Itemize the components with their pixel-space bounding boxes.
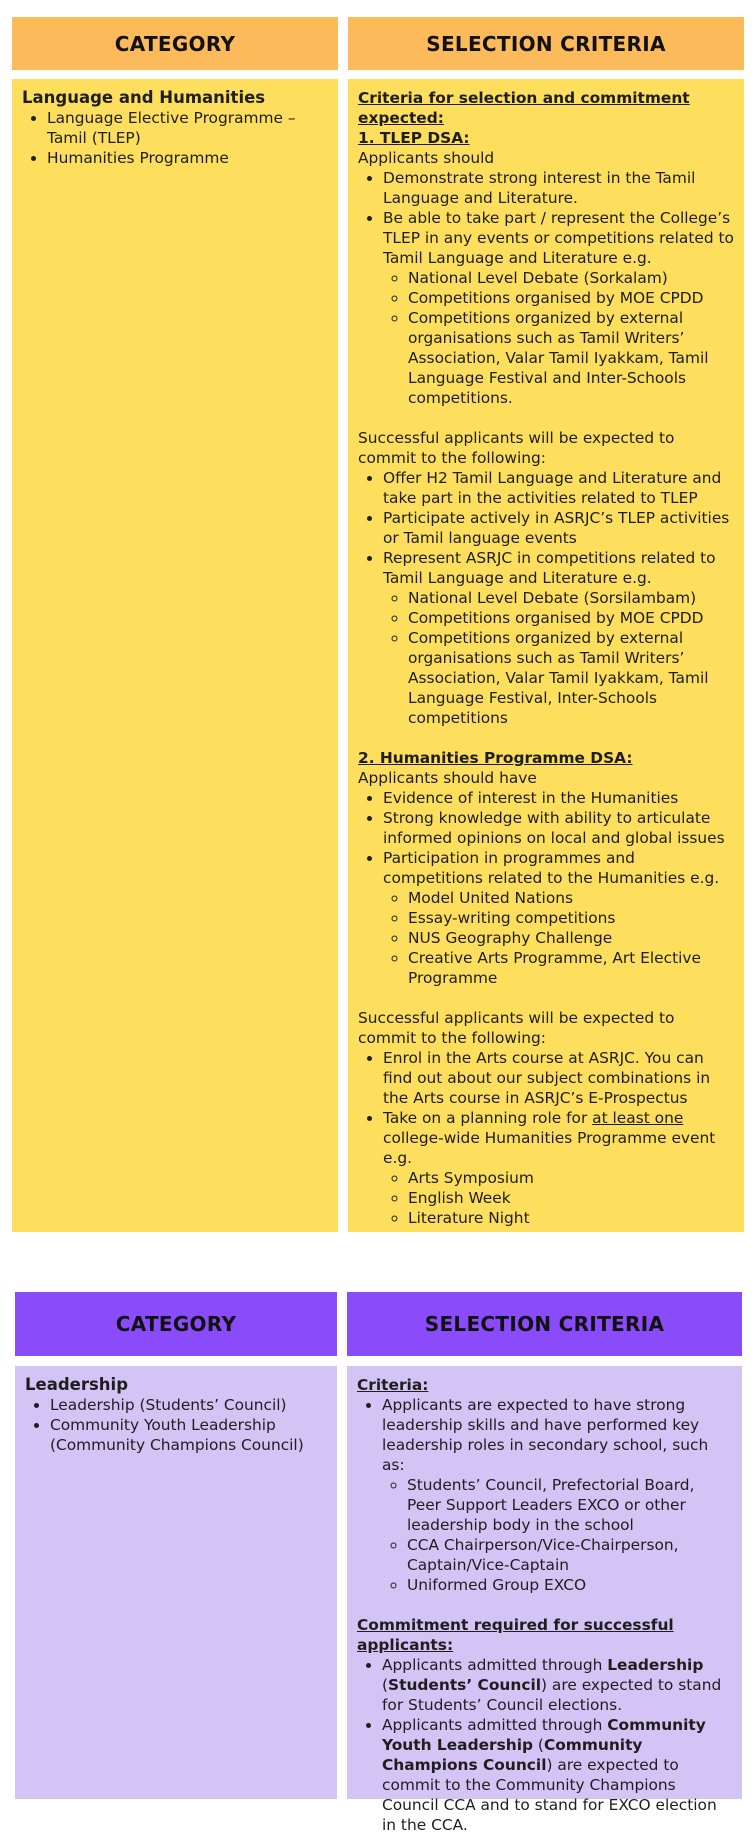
humanities-commit-list bbox=[358, 1048, 734, 1228]
sub-list-item: ◦ NUS Geography Challenge bbox=[408, 928, 734, 948]
criteria-cell bbox=[348, 79, 744, 1232]
criteria-heading: Criteria for selection and commitment expected: bbox=[358, 89, 690, 127]
bold-text: Community Youth Leadership bbox=[382, 1716, 706, 1754]
list-item: • Community Youth Leadership (Community Champions Council) bbox=[50, 1415, 327, 1455]
sub-list-item: ◦ National Level Debate (Sorsilambam) bbox=[408, 588, 734, 608]
sub-list-item: ◦ Uniformed Group EXCO bbox=[407, 1575, 732, 1595]
list-item: • Offer H2 Tamil Language and Literature and take part in the activities related to TLEP bbox=[383, 468, 734, 508]
list-item bbox=[382, 1715, 732, 1835]
commitment-heading: Commitment required for successful applicants: bbox=[357, 1616, 674, 1654]
list-item: • Participate actively in ASRJC’s TLEP activities or Tamil language events bbox=[383, 508, 734, 548]
sub-list-item: ◦ Competitions organised by MOE CPDD bbox=[408, 608, 734, 628]
list-item: • Evidence of interest in the Humanities bbox=[383, 788, 734, 808]
list-item-text: ) are expected to commit to the Community Champions Council CCA and to stand for EXCO election in the CCA. bbox=[382, 1756, 717, 1834]
category-cell bbox=[12, 79, 338, 1232]
sub-list bbox=[383, 268, 734, 408]
list-item-text: ) are expected to stand for Students’ Council elections. bbox=[382, 1676, 722, 1714]
category-title: Leadership bbox=[25, 1375, 129, 1394]
category-header: CATEGORY bbox=[15, 1292, 337, 1356]
tlep-commit-list bbox=[358, 468, 734, 728]
category-title: Language and Humanities bbox=[22, 88, 266, 107]
list-item bbox=[383, 548, 734, 728]
sub-list-item: ◦ Students’ Council, Prefectorial Board, Peer Support Leaders EXCO or other leadership body in the school bbox=[407, 1475, 732, 1535]
sub-list-item: ◦ Model United Nations bbox=[408, 888, 734, 908]
bold-text: Students’ Council bbox=[388, 1676, 542, 1694]
sub-list bbox=[382, 1475, 732, 1595]
list-item: • Leadership (Students’ Council) bbox=[50, 1395, 327, 1415]
criteria-list bbox=[357, 1395, 732, 1595]
selection-criteria-header: SELECTION CRITERIA bbox=[348, 17, 744, 70]
tlep-commit-intro: Successful applicants will be expected to commit to the following: bbox=[358, 429, 675, 467]
list-item: • Language Elective Programme – Tamil (TLEP) bbox=[47, 108, 328, 148]
sub-list-item: ◦ English Week bbox=[408, 1188, 734, 1208]
sub-list-item: ◦ Arts Symposium bbox=[408, 1168, 734, 1188]
list-item bbox=[383, 1108, 734, 1228]
commitment-list bbox=[357, 1655, 732, 1835]
list-item: • Enrol in the Arts course at ASRJC. You can find out about our subject combinations in the Arts course in ASRJC’s E-Prospectus bbox=[383, 1048, 734, 1108]
list-item-text: Applicants admitted through bbox=[382, 1656, 608, 1674]
sub-list-item: ◦ Competitions organised by MOE CPDD bbox=[408, 288, 734, 308]
list-item: • Strong knowledge with ability to articulate informed opinions on local and global issues bbox=[383, 808, 734, 848]
list-item bbox=[382, 1395, 732, 1595]
sub-list-item: ◦ Essay-writing competitions bbox=[408, 908, 734, 928]
tlep-intro: Applicants should bbox=[358, 149, 495, 167]
sub-list bbox=[383, 588, 734, 728]
list-item bbox=[383, 208, 734, 408]
humanities-intro: Applicants should have bbox=[358, 769, 537, 787]
list-item: • Demonstrate strong interest in the Tamil Language and Literature. bbox=[383, 168, 734, 208]
humanities-list bbox=[358, 788, 734, 988]
sub-list-item: ◦ CCA Chairperson/Vice-Chairperson, Captain/Vice-Captain bbox=[407, 1535, 732, 1575]
category-list bbox=[25, 1395, 327, 1455]
bold-text: Leadership bbox=[607, 1656, 704, 1674]
list-item-text: Applicants are expected to have strong leadership skills and have performed key leadership roles in secondary school, such as: bbox=[382, 1396, 709, 1474]
list-item-text: Participation in programmes and competitions related to the Humanities e.g. bbox=[383, 849, 720, 887]
sub-list bbox=[383, 1168, 734, 1228]
list-item-text: college-wide Humanities Programme event e.g. bbox=[383, 1129, 716, 1167]
bold-text: Community Champions Council bbox=[382, 1736, 643, 1774]
list-item bbox=[382, 1655, 732, 1715]
criteria-cell bbox=[347, 1366, 742, 1834]
tlep-heading: 1. TLEP DSA: bbox=[358, 129, 470, 147]
list-item-text: ( bbox=[533, 1736, 544, 1754]
underlined-text: at least one bbox=[592, 1109, 684, 1127]
list-item: • Humanities Programme bbox=[47, 148, 328, 168]
humanities-commit-intro: Successful applicants will be expected to commit to the following: bbox=[358, 1009, 675, 1047]
sub-list-item: ◦ Literature Night bbox=[408, 1208, 734, 1228]
sub-list-item: ◦ Competitions organized by external organisations such as Tamil Writers’ Association, Valar Tamil Iyakkam, Tamil Language Festival and Inter-Schools competitions. bbox=[408, 308, 734, 408]
list-item-text: Represent ASRJC in competitions related to Tamil Language and Literature e.g. bbox=[383, 549, 716, 587]
category-header: CATEGORY bbox=[12, 17, 338, 70]
category-cell bbox=[15, 1366, 337, 1799]
list-item-text: Be able to take part / represent the College’s TLEP in any events or competitions related to Tamil Language and Literature e.g. bbox=[383, 209, 734, 267]
sub-list bbox=[383, 888, 734, 988]
sub-list-item: ◦ National Level Debate (Sorkalam) bbox=[408, 268, 734, 288]
selection-criteria-header: SELECTION CRITERIA bbox=[347, 1292, 742, 1356]
list-item-text: Applicants admitted through bbox=[382, 1716, 608, 1734]
criteria-heading: Criteria: bbox=[357, 1376, 429, 1394]
sub-list-item: ◦ Creative Arts Programme, Art Elective Programme bbox=[408, 948, 734, 988]
list-item-text: Take on a planning role for bbox=[383, 1109, 593, 1127]
category-list bbox=[22, 108, 328, 168]
list-item bbox=[383, 848, 734, 988]
tlep-list bbox=[358, 168, 734, 408]
sub-list-item: ◦ Competitions organized by external organisations such as Tamil Writers’ Association, Valar Tamil Iyakkam, Tamil Language Festival, Inter-Schools competitions bbox=[408, 628, 734, 728]
list-item-text: ( bbox=[382, 1676, 389, 1694]
humanities-heading: 2. Humanities Programme DSA: bbox=[358, 749, 633, 767]
